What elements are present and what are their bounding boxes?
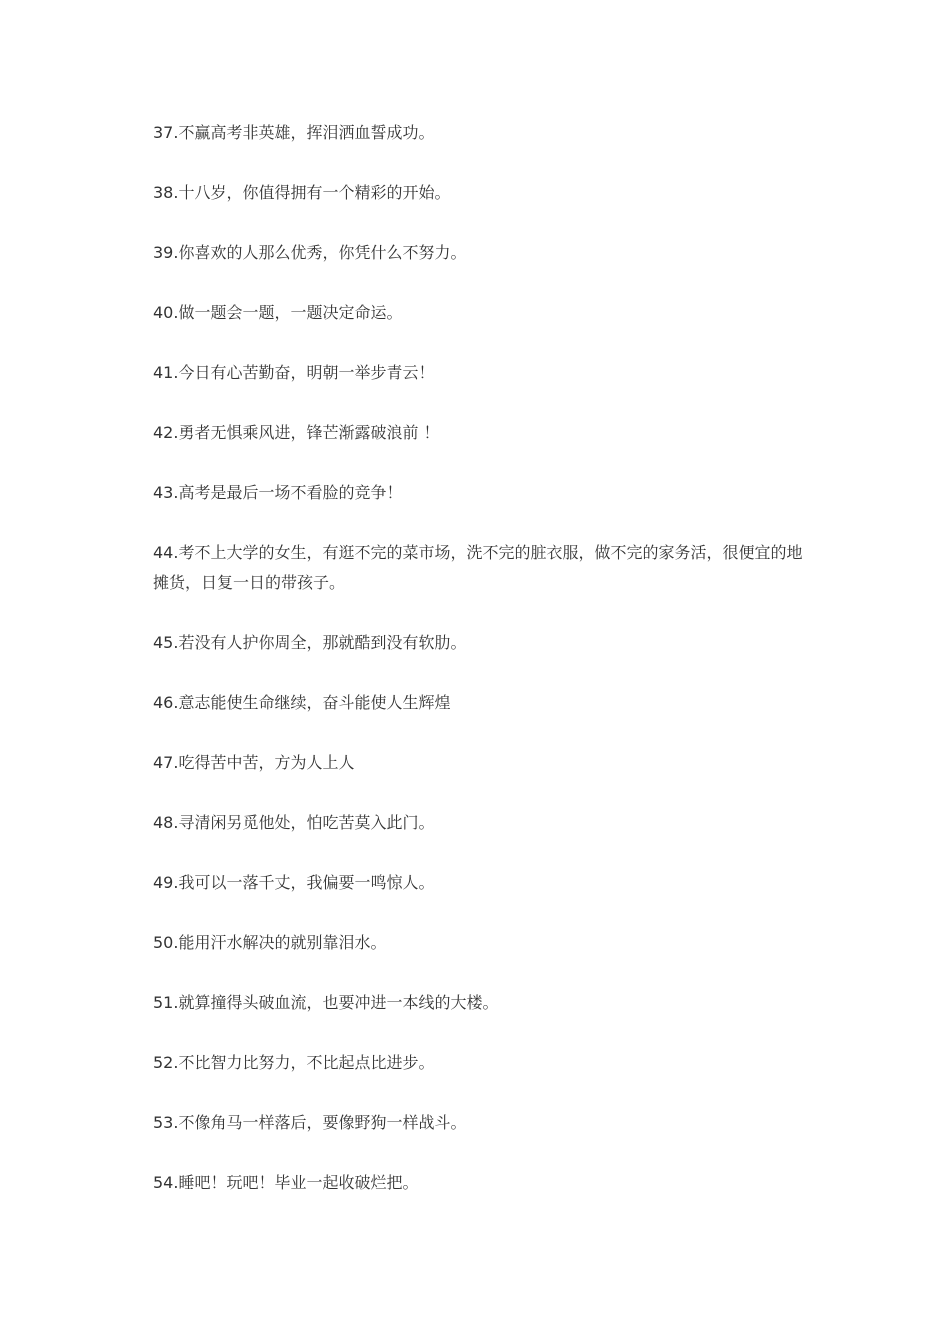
- list-item-46: 46.意志能使生命继续，奋斗能使人生辉煌: [153, 693, 451, 712]
- list-item-51: 51.就算撞得头破血流，也要冲进一本线的大楼。: [153, 993, 499, 1012]
- list-item-50: 50.能用汗水解决的就别靠泪水。: [153, 933, 387, 952]
- list-item-48: 48.寻清闲另觅他处，怕吃苦莫入此门。: [153, 813, 435, 832]
- list-item-41: 41.今日有心苦勤奋，明朝一举步青云！: [153, 363, 435, 382]
- list-item-54: 54.睡吧！玩吧！毕业一起收破烂把。: [153, 1173, 419, 1192]
- list-item-38: 38.十八岁，你值得拥有一个精彩的开始。: [153, 183, 451, 202]
- list-item-40: 40.做一题会一题，一题决定命运。: [153, 303, 403, 322]
- list-item-42: 42.勇者无惧乘风进，锋芒渐露破浪前 ！: [153, 423, 440, 442]
- list-item-52: 52.不比智力比努力，不比起点比进步。: [153, 1053, 435, 1072]
- list-item-53: 53.不像角马一样落后，要像野狗一样战斗。: [153, 1113, 467, 1132]
- list-item-45: 45.若没有人护你周全，那就酷到没有软肋。: [153, 633, 467, 652]
- list-item-37: 37.不赢高考非英雄，挥泪洒血誓成功。: [153, 123, 435, 142]
- list-item-43: 43.高考是最后一场不看脸的竞争！: [153, 483, 403, 502]
- list-item-47: 47.吃得苦中苦，方为人上人: [153, 753, 355, 772]
- list-item-44: 44.考不上大学的女生，有逛不完的菜市场，洗不完的脏衣服，做不完的家务活，很便宜的地摊货，日复一日的带孩子。: [153, 543, 803, 592]
- list-item-49: 49.我可以一落千丈，我偏要一鸣惊人。: [153, 873, 435, 892]
- list-item-39: 39.你喜欢的人那么优秀，你凭什么不努力。: [153, 243, 467, 262]
- document-page: [153, 118, 803, 1228]
